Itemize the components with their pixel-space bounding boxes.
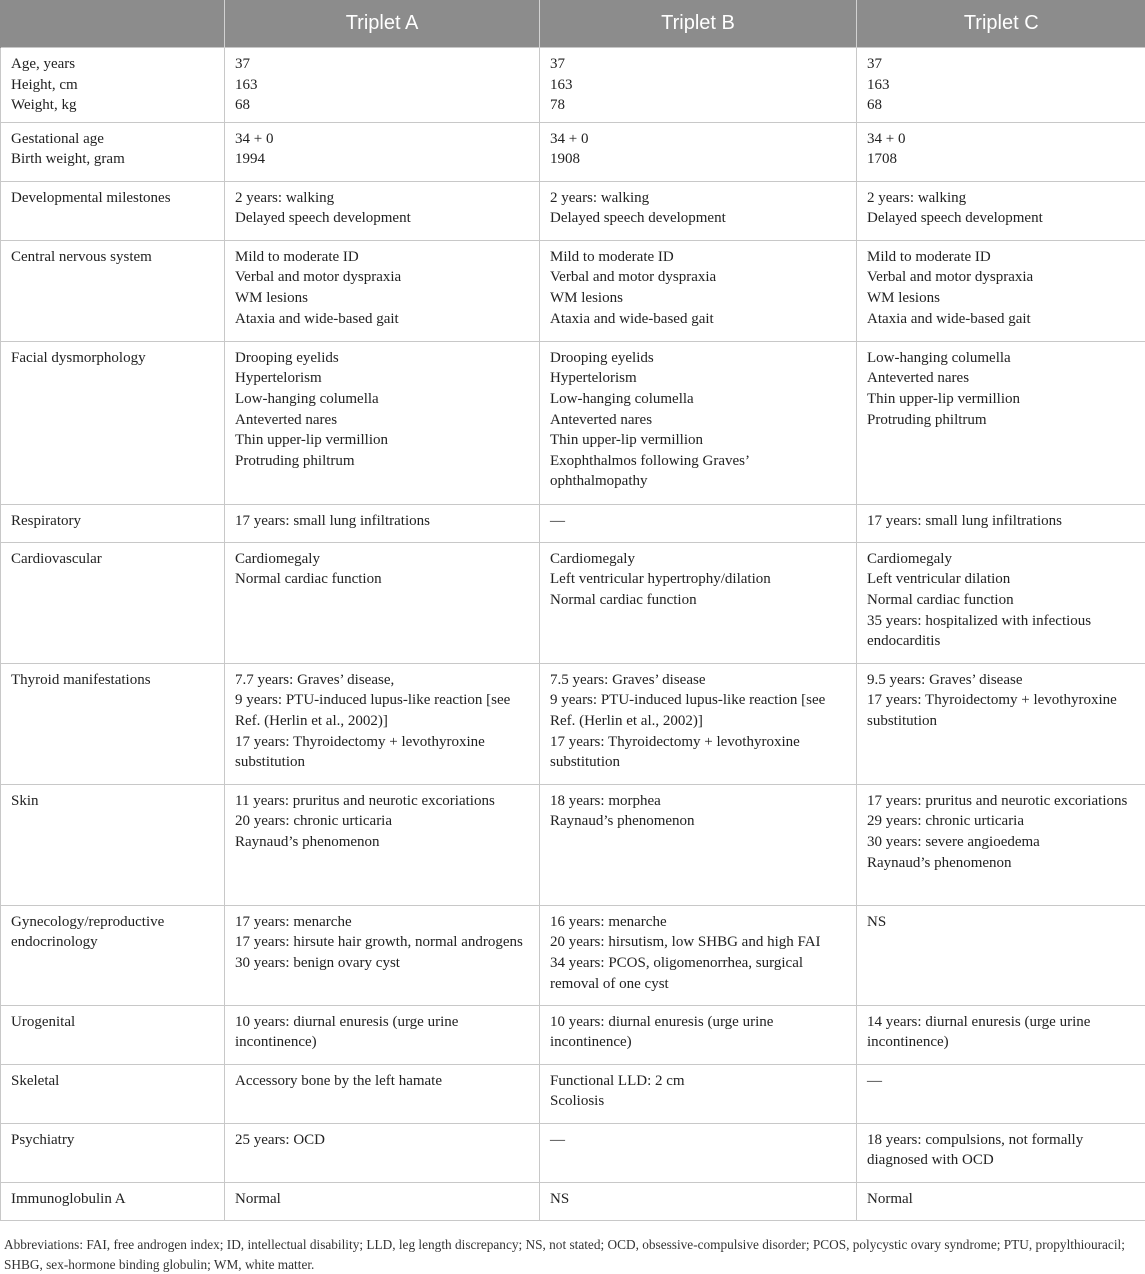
triplet-c-cell: 37 163 68 <box>857 48 1145 123</box>
triplet-c-cell: 34 + 0 1708 <box>857 122 1145 181</box>
table-row <box>1 122 1145 181</box>
row-label: Developmental milestones <box>1 181 225 240</box>
table-row <box>1 181 1145 240</box>
triplet-a-cell: Accessory bone by the left hamate <box>225 1064 540 1123</box>
table-row <box>1 1182 1145 1220</box>
table-row <box>1 341 1145 504</box>
table-row <box>1 240 1145 341</box>
triplet-c-cell: 9.5 years: Graves’ disease 17 years: Thyroidectomy + levothyroxine substitution <box>857 663 1145 784</box>
triplet-a-cell: 11 years: pruritus and neurotic excoriations 20 years: chronic urticaria Raynaud’s phenomenon <box>225 784 540 905</box>
triplet-a-cell: 34 + 0 1994 <box>225 122 540 181</box>
table-row <box>1 48 1145 123</box>
triplet-a-cell: Cardiomegaly Normal cardiac function <box>225 542 540 663</box>
row-label: Age, years Height, cm Weight, kg <box>1 48 225 123</box>
triplet-b-cell: 37 163 78 <box>540 48 857 123</box>
triplet-c-cell: 17 years: pruritus and neurotic excoriations 29 years: chronic urticaria 30 years: severe angioedema Raynaud’s phenomenon <box>857 784 1145 905</box>
triplet-c-cell: NS <box>857 905 1145 1005</box>
triplet-a-cell: Drooping eyelids Hypertelorism Low-hanging columella Anteverted nares Thin upper-lip vermillion Protruding philtrum <box>225 341 540 504</box>
triplet-b-cell: 16 years: menarche 20 years: hirsutism, low SHBG and high FAI 34 years: PCOS, oligomenorrhea, surgical removal of one cyst <box>540 905 857 1005</box>
triplet-a-cell: 2 years: walking Delayed speech development <box>225 181 540 240</box>
row-label: Respiratory <box>1 504 225 542</box>
row-label: Central nervous system <box>1 240 225 341</box>
header-triplet-a: Triplet A <box>225 0 540 48</box>
triplet-b-cell: 2 years: walking Delayed speech development <box>540 181 857 240</box>
triplet-c-cell: — <box>857 1064 1145 1123</box>
triplet-b-cell: Functional LLD: 2 cm Scoliosis <box>540 1064 857 1123</box>
table-row <box>1 784 1145 905</box>
triplet-a-cell: 7.7 years: Graves’ disease, 9 years: PTU-induced lupus-like reaction [see Ref. (Herlin et al., 2002)] 17 years: Thyroidectomy + levothyroxine substitution <box>225 663 540 784</box>
table-row <box>1 1123 1145 1182</box>
table-row <box>1 663 1145 784</box>
row-label: Gestational age Birth weight, gram <box>1 122 225 181</box>
table-row <box>1 504 1145 542</box>
row-label: Immunoglobulin A <box>1 1182 225 1220</box>
row-label: Skin <box>1 784 225 905</box>
triplet-b-cell: Drooping eyelids Hypertelorism Low-hanging columella Anteverted nares Thin upper-lip vermillion Exophthalmos following Graves’ ophthalmopathy <box>540 341 857 504</box>
header-triplet-c: Triplet C <box>857 0 1145 48</box>
triplet-b-cell: 10 years: diurnal enuresis (urge urine incontinence) <box>540 1005 857 1064</box>
triplet-c-cell: Cardiomegaly Left ventricular dilation Normal cardiac function 35 years: hospitalized with infectious endocarditis <box>857 542 1145 663</box>
table-row <box>1 1005 1145 1064</box>
row-label: Urogenital <box>1 1005 225 1064</box>
triplet-b-cell: 18 years: morphea Raynaud’s phenomenon <box>540 784 857 905</box>
triplet-b-cell: 7.5 years: Graves’ disease 9 years: PTU-induced lupus-like reaction [see Ref. (Herlin et al., 2002)] 17 years: Thyroidectomy + levothyroxine substitution <box>540 663 857 784</box>
triplet-a-cell: 17 years: menarche 17 years: hirsute hair growth, normal androgens 30 years: benign ovary cyst <box>225 905 540 1005</box>
abbreviations-footnote: Abbreviations: FAI, free androgen index; ID, intellectual disability; LLD, leg length discrepancy; NS, not stated; OCD, obsessive-compulsive disorder; PCOS, polycystic ovary syndrome; PTU, propylthiouracil; SHBG, sex-hormone binding globulin; WM, white matter. <box>4 1235 1140 1274</box>
triplet-c-cell: Mild to moderate ID Verbal and motor dyspraxia WM lesions Ataxia and wide-based gait <box>857 240 1145 341</box>
triplet-c-cell: 14 years: diurnal enuresis (urge urine incontinence) <box>857 1005 1145 1064</box>
row-label: Gynecology/reproductive endocrinology <box>1 905 225 1005</box>
triplet-c-cell: Normal <box>857 1182 1145 1220</box>
triplet-a-cell: 37 163 68 <box>225 48 540 123</box>
row-label: Cardiovascular <box>1 542 225 663</box>
triplet-b-cell: 34 + 0 1908 <box>540 122 857 181</box>
triplet-c-cell: Low-hanging columella Anteverted nares Thin upper-lip vermillion Protruding philtrum <box>857 341 1145 504</box>
triplet-a-cell: 10 years: diurnal enuresis (urge urine incontinence) <box>225 1005 540 1064</box>
triplet-b-cell: Cardiomegaly Left ventricular hypertrophy/dilation Normal cardiac function <box>540 542 857 663</box>
table-row <box>1 542 1145 663</box>
header-row <box>1 0 1145 48</box>
table-row <box>1 1064 1145 1123</box>
table-row <box>1 905 1145 1005</box>
triplet-c-cell: 18 years: compulsions, not formally diagnosed with OCD <box>857 1123 1145 1182</box>
row-label: Skeletal <box>1 1064 225 1123</box>
header-triplet-b: Triplet B <box>540 0 857 48</box>
triplet-a-cell: 25 years: OCD <box>225 1123 540 1182</box>
triplet-b-cell: — <box>540 1123 857 1182</box>
triplet-b-cell: Mild to moderate ID Verbal and motor dyspraxia WM lesions Ataxia and wide-based gait <box>540 240 857 341</box>
row-label: Psychiatry <box>1 1123 225 1182</box>
row-label: Thyroid manifestations <box>1 663 225 784</box>
triplet-b-cell: — <box>540 504 857 542</box>
triplet-a-cell: Mild to moderate ID Verbal and motor dyspraxia WM lesions Ataxia and wide-based gait <box>225 240 540 341</box>
triplet-a-cell: Normal <box>225 1182 540 1220</box>
row-label: Facial dysmorphology <box>1 341 225 504</box>
header-blank <box>1 0 225 48</box>
triplet-c-cell: 17 years: small lung infiltrations <box>857 504 1145 542</box>
triplet-a-cell: 17 years: small lung infiltrations <box>225 504 540 542</box>
triplet-c-cell: 2 years: walking Delayed speech development <box>857 181 1145 240</box>
triplet-b-cell: NS <box>540 1182 857 1220</box>
